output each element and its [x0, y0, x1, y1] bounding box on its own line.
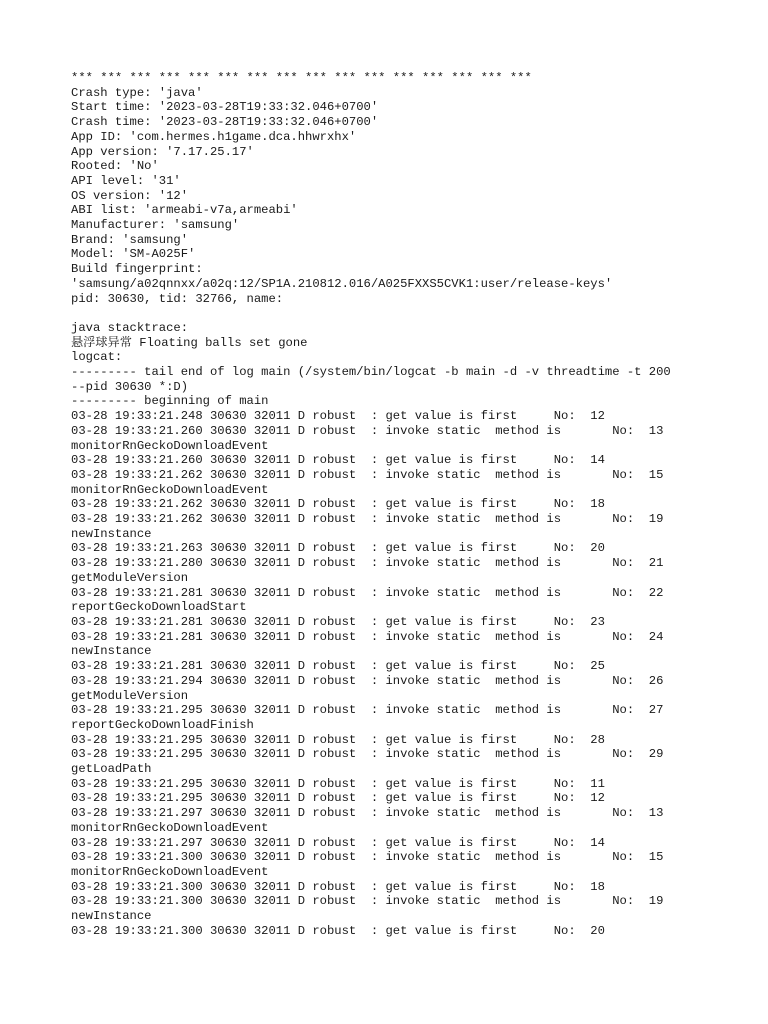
- log-line: 03-28 19:33:21.295 30630 32011 D robust : invoke static method is No: 29: [71, 747, 664, 762]
- log-line: monitorRnGeckoDownloadEvent: [71, 482, 269, 497]
- log-line: 03-28 19:33:21.294 30630 32011 D robust : invoke static method is No: 26: [71, 673, 664, 688]
- log-line: 03-28 19:33:21.280 30630 32011 D robust : invoke static method is No: 21: [71, 556, 664, 571]
- log-line: --------- tail end of log main (/system/bin/logcat -b main -d -v threadtime -t 200: [71, 365, 671, 380]
- log-line: Manufacturer: 'samsung': [71, 218, 240, 233]
- log-line: 03-28 19:33:21.281 30630 32011 D robust : get value is first No: 25: [71, 659, 605, 674]
- log-line: Crash type: 'java': [71, 85, 203, 100]
- log-line: monitorRnGeckoDownloadEvent: [71, 438, 269, 453]
- log-line: newInstance: [71, 909, 152, 924]
- log-line: 03-28 19:33:21.295 30630 32011 D robust : get value is first No: 11: [71, 776, 605, 791]
- log-line: App version: '7.17.25.17': [71, 144, 254, 159]
- log-line: 03-28 19:33:21.260 30630 32011 D robust : get value is first No: 14: [71, 453, 605, 468]
- log-line: monitorRnGeckoDownloadEvent: [71, 820, 269, 835]
- log-line: --------- beginning of main: [71, 394, 269, 409]
- log-line: 03-28 19:33:21.281 30630 32011 D robust : invoke static method is No: 22: [71, 585, 664, 600]
- log-line: OS version: '12': [71, 188, 189, 203]
- log-line: Rooted: 'No': [71, 159, 159, 174]
- log-line: 03-28 19:33:21.248 30630 32011 D robust : get value is first No: 12: [71, 409, 605, 424]
- log-line: 03-28 19:33:21.300 30630 32011 D robust : invoke static method is No: 19: [71, 894, 664, 909]
- log-line: 03-28 19:33:21.263 30630 32011 D robust : get value is first No: 20: [71, 541, 605, 556]
- log-line: 03-28 19:33:21.262 30630 32011 D robust : invoke static method is No: 19: [71, 512, 664, 527]
- log-line: 03-28 19:33:21.281 30630 32011 D robust : get value is first No: 23: [71, 615, 605, 629]
- log-line: App ID: 'com.hermes.h1game.dca.hhwrxhx': [71, 129, 357, 144]
- log-line: Brand: 'samsung': [71, 232, 189, 247]
- log-line: java stacktrace:: [71, 320, 189, 335]
- log-line: 03-28 19:33:21.300 30630 32011 D robust : invoke static method is No: 15: [71, 850, 664, 865]
- log-line: 03-28 19:33:21.295 30630 32011 D robust : get value is first No: 12: [71, 791, 605, 806]
- log-line: 03-28 19:33:21.295 30630 32011 D robust : invoke static method is No: 27: [71, 703, 664, 718]
- log-line: getModuleVersion: [71, 570, 189, 585]
- log-line: --pid 30630 *:D): [71, 379, 189, 394]
- log-line: getLoadPath: [71, 762, 152, 777]
- crash-log-document: [71, 71, 751, 938]
- log-line: getModuleVersion: [71, 688, 189, 703]
- log-line: Crash time: '2023-03-28T19:33:32.046+0700': [71, 115, 379, 130]
- log-line: monitorRnGeckoDownloadEvent: [71, 864, 269, 879]
- log-line: 03-28 19:33:21.262 30630 32011 D robust : invoke static method is No: 15: [71, 467, 664, 482]
- log-line: Start time: '2023-03-28T19:33:32.046+0700': [71, 100, 379, 115]
- log-line: ABI list: 'armeabi-v7a,armeabi': [71, 203, 298, 218]
- log-line: 03-28 19:33:21.300 30630 32011 D robust : get value is first No: 18: [71, 879, 605, 894]
- log-line: newInstance: [71, 526, 152, 541]
- log-line: newInstance: [71, 644, 152, 659]
- log-line: 03-28 19:33:21.297 30630 32011 D robust : get value is first No: 14: [71, 835, 605, 850]
- log-line: [71, 306, 751, 321]
- log-line: 03-28 19:33:21.281 30630 32011 D robust : invoke static method is No: 24: [71, 629, 664, 644]
- log-line: reportGeckoDownloadStart: [71, 600, 247, 615]
- log-line: 03-28 19:33:21.300 30630 32011 D robust : get value is first No: 20: [71, 923, 605, 938]
- log-line: Build fingerprint:: [71, 262, 203, 277]
- log-line: logcat:: [71, 350, 123, 365]
- log-line: 03-28 19:33:21.295 30630 32011 D robust : get value is first No: 28: [71, 732, 605, 747]
- log-line: API level: '31': [71, 173, 181, 188]
- log-line: *** *** *** *** *** *** *** *** *** *** *** *** *** *** *** ***: [71, 71, 532, 85]
- log-line: Model: 'SM-A025F': [71, 247, 196, 262]
- log-line: 03-28 19:33:21.262 30630 32011 D robust : get value is first No: 18: [71, 497, 605, 512]
- crash-log-body: [71, 71, 751, 938]
- log-line: pid: 30630, tid: 32766, name:: [71, 291, 284, 306]
- log-line: 03-28 19:33:21.260 30630 32011 D robust : invoke static method is No: 13: [71, 423, 664, 438]
- log-line: reportGeckoDownloadFinish: [71, 717, 254, 732]
- log-line: 03-28 19:33:21.297 30630 32011 D robust : invoke static method is No: 13: [71, 806, 664, 821]
- log-line: 'samsung/a02qnnxx/a02q:12/SP1A.210812.016/A025FXXS5CVK1:user/release-keys': [71, 276, 613, 291]
- log-line: 悬浮球异常 Floating balls set gone: [71, 335, 308, 350]
